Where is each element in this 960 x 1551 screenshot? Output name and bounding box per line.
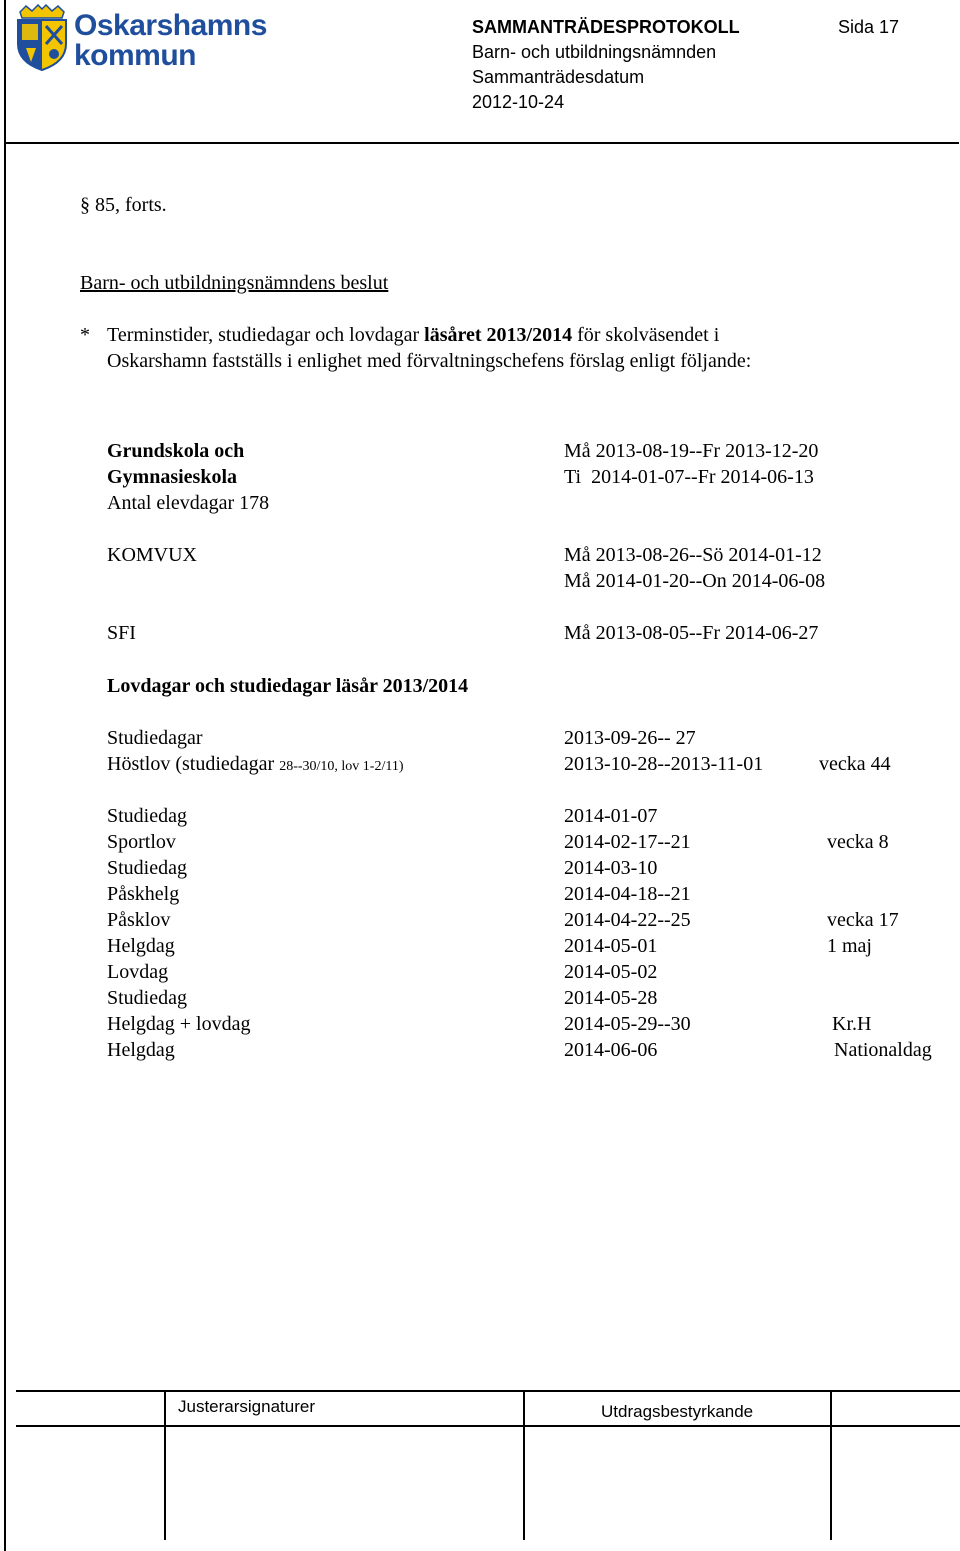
grundskola-period1: Må 2013-08-19--Fr 2013-12-20	[564, 440, 819, 462]
holiday-note: vecka 17	[827, 909, 899, 931]
holiday-label: Helgdag + lovdag	[107, 1013, 251, 1035]
signature-table-mid-line	[16, 1425, 960, 1427]
grundskola-label: Grundskola och	[107, 440, 245, 462]
holiday-row	[0, 959, 960, 985]
paragraph-number: § 85, forts.	[80, 194, 167, 216]
komvux-label: KOMVUX	[107, 544, 197, 566]
hostlov-label	[107, 751, 404, 780]
certified-label: Utdragsbestyrkande	[601, 1402, 754, 1421]
hostlov-note: vecka 44	[819, 753, 891, 775]
holiday-date: 2014-05-02	[564, 961, 658, 983]
logo-text-line1: Oskarshamns	[74, 9, 267, 42]
page-number: Sida 17	[838, 17, 900, 37]
holiday-label: Påskhelg	[107, 883, 180, 905]
hostlov-label-text: Höstlov (studiedagar	[107, 753, 280, 775]
hostlov-date: 2013-10-28--2013-11-01	[564, 753, 764, 775]
holiday-date: 2014-05-01	[564, 935, 658, 957]
holiday-label: Studiedag	[107, 857, 187, 879]
holiday-list	[0, 803, 960, 1073]
left-margin-line	[4, 0, 6, 1551]
holiday-date: 2014-05-28	[564, 987, 658, 1009]
header-divider	[4, 142, 959, 144]
meeting-date-label: Sammanträdesdatum	[472, 67, 645, 87]
signature-column-divider-1	[164, 1390, 166, 1540]
signature-table-top-line	[16, 1390, 960, 1392]
logo-text-line2: kommun	[74, 39, 197, 72]
holiday-row	[0, 803, 960, 829]
holiday-row	[0, 933, 960, 959]
school-days-count: Antal elevdagar 178	[107, 492, 270, 514]
municipality-logo	[14, 4, 267, 74]
grundskola-period2: Ti 2014-01-07--Fr 2014-06-13	[564, 466, 814, 488]
holiday-note: Nationaldag	[834, 1039, 932, 1061]
intro-school-year: läsåret 2013/2014	[424, 324, 573, 346]
sfi-period: Må 2013-08-05--Fr 2014-06-27	[564, 622, 819, 644]
holiday-date: 2014-04-22--25	[564, 909, 691, 931]
holiday-note: Kr.H	[832, 1013, 872, 1035]
holiday-date: 2014-04-18--21	[564, 883, 691, 905]
holiday-label: Sportlov	[107, 831, 176, 853]
signatures-label: Justerarsignaturer	[178, 1397, 316, 1416]
signature-table	[16, 1390, 960, 1540]
decision-heading: Barn- och utbildningsnämndens beslut	[80, 272, 389, 294]
holiday-row	[0, 1037, 960, 1063]
holiday-label: Studiedag	[107, 987, 187, 1009]
holiday-row	[0, 1011, 960, 1037]
sfi-label: SFI	[107, 622, 136, 644]
holiday-row	[0, 855, 960, 881]
komvux-period1: Må 2013-08-26--Sö 2014-01-12	[564, 544, 822, 566]
hostlov-label-detail: 28--30/10, lov 1-2/11)	[279, 759, 404, 774]
holiday-row	[0, 985, 960, 1011]
studiedagar-date: 2013-09-26-- 27	[564, 727, 696, 749]
committee-name: Barn- och utbildningsnämnden	[472, 42, 717, 62]
holiday-note: vecka 8	[827, 831, 889, 853]
holiday-row	[0, 829, 960, 855]
holiday-label: Helgdag	[107, 935, 175, 957]
coat-of-arms-icon	[14, 4, 70, 72]
holiday-label: Helgdag	[107, 1039, 175, 1061]
intro-text-part1: Terminstider, studiedagar och lovdagar	[107, 324, 425, 346]
holiday-note: 1 maj	[827, 935, 872, 957]
signature-column-divider-2	[523, 1390, 525, 1540]
gymnasieskola-label: Gymnasieskola	[107, 466, 238, 488]
holidays-heading: Lovdagar och studiedagar läsår 2013/2014	[107, 675, 469, 697]
studiedagar-label: Studiedagar	[107, 727, 203, 749]
signature-column-divider-3	[830, 1390, 832, 1540]
holiday-label: Studiedag	[107, 805, 187, 827]
holiday-date: 2014-03-10	[564, 857, 658, 879]
intro-line2: Oskarshamn fastställs i enlighet med förvaltningschefens förslag enligt följande:	[107, 350, 752, 372]
komvux-period2: Må 2014-01-20--On 2014-06-08	[564, 570, 826, 592]
holiday-date: 2014-01-07	[564, 805, 658, 827]
intro-bullet: *	[80, 324, 90, 346]
holiday-row	[0, 907, 960, 933]
intro-text-part2: för skolväsendet i	[572, 324, 720, 346]
holiday-label: Lovdag	[107, 961, 169, 983]
holiday-date: 2014-05-29--30	[564, 1013, 691, 1035]
holiday-label: Påsklov	[107, 909, 171, 931]
holiday-date: 2014-06-06	[564, 1039, 658, 1061]
intro-line1	[107, 322, 719, 348]
meeting-date: 2012-10-24	[472, 92, 565, 112]
document-type: SAMMANTRÄDESPROTOKOLL	[472, 17, 740, 37]
holiday-row	[0, 881, 960, 907]
holiday-date: 2014-02-17--21	[564, 831, 691, 853]
